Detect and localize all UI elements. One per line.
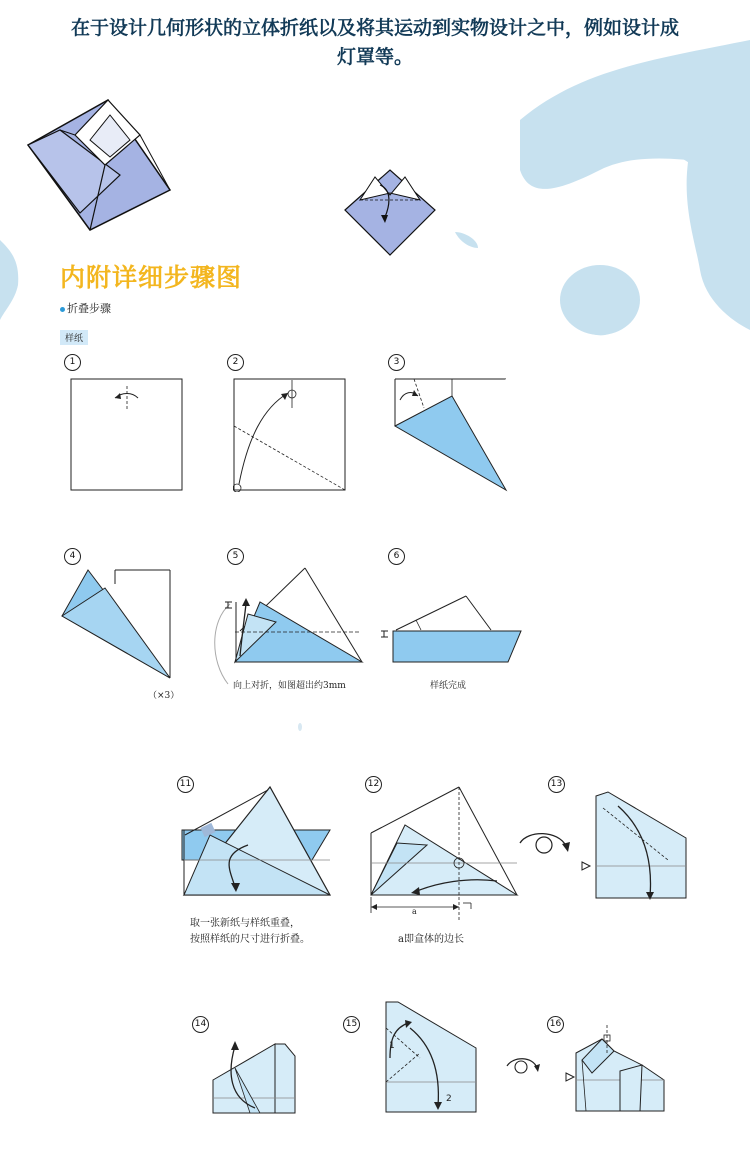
- step-number-6: 6: [388, 548, 405, 565]
- section-heading: 内附详细步骤图: [60, 263, 243, 292]
- step-number-4: 4: [64, 548, 81, 565]
- step-number-5: 5: [227, 548, 244, 565]
- sample-paper-tag: 样纸: [60, 330, 88, 345]
- intro-line-1: 在于设计几何形状的立体折纸以及将其运动到实物设计之中，例如设计成: [70, 17, 679, 39]
- step-number-16: 16: [547, 1016, 564, 1033]
- step-11-caption-line-2: 按照样纸的尺寸进行折叠。: [190, 934, 310, 945]
- step-number-15: 15: [343, 1016, 360, 1033]
- step-1-diagram: [70, 378, 184, 492]
- step-number-3: 3: [388, 354, 405, 371]
- step-2-diagram: [233, 378, 347, 492]
- turn-over-icon: [518, 828, 570, 862]
- step-6-diagram: [376, 590, 526, 665]
- bullet-dot: [60, 307, 65, 312]
- step-number-1: 1: [64, 354, 81, 371]
- step-number-2: 2: [227, 354, 244, 371]
- intro-cut-line: [0, 0, 750, 14]
- step-6-caption: 样纸完成: [430, 681, 467, 691]
- step-3-diagram: [394, 378, 508, 492]
- step-5-caption: 向上对折，如图超出约3mm: [233, 681, 346, 691]
- step-number-11: 11: [177, 776, 194, 793]
- step-14-diagram: [205, 1038, 300, 1118]
- intro-line-2: 灯罩等。: [336, 46, 413, 68]
- step-12-caption: a即盒体的边长: [398, 934, 464, 945]
- dimension-label-a: a: [412, 907, 417, 916]
- step-11-caption-line-1: 取一张新纸与样纸重叠，: [190, 918, 300, 929]
- origami-box-lavender-right: [340, 165, 440, 260]
- fold-label-1: 1: [389, 1041, 395, 1051]
- step-number-13: 13: [548, 776, 565, 793]
- step-11-diagram: [180, 785, 335, 900]
- step-number-14: 14: [192, 1016, 209, 1033]
- step-13-diagram: [578, 788, 688, 903]
- fold-label-2: 2: [446, 1094, 452, 1104]
- step-16-diagram: [562, 1025, 672, 1115]
- step-5-diagram: [210, 566, 370, 686]
- step-12-diagram: [367, 785, 522, 920]
- step-15-diagram: [380, 998, 480, 1118]
- repeat-caption: （×3）: [148, 691, 180, 701]
- subheading: [60, 300, 111, 316]
- intro-text: [0, 0, 750, 72]
- step-number-12: 12: [365, 776, 382, 793]
- origami-box-lavender-left: [20, 95, 180, 235]
- subheading-text: 折叠步骤: [67, 302, 111, 315]
- turn-over-icon-small: [505, 1054, 541, 1080]
- step-4-diagram: [60, 568, 175, 683]
- step-11-caption: [190, 916, 310, 948]
